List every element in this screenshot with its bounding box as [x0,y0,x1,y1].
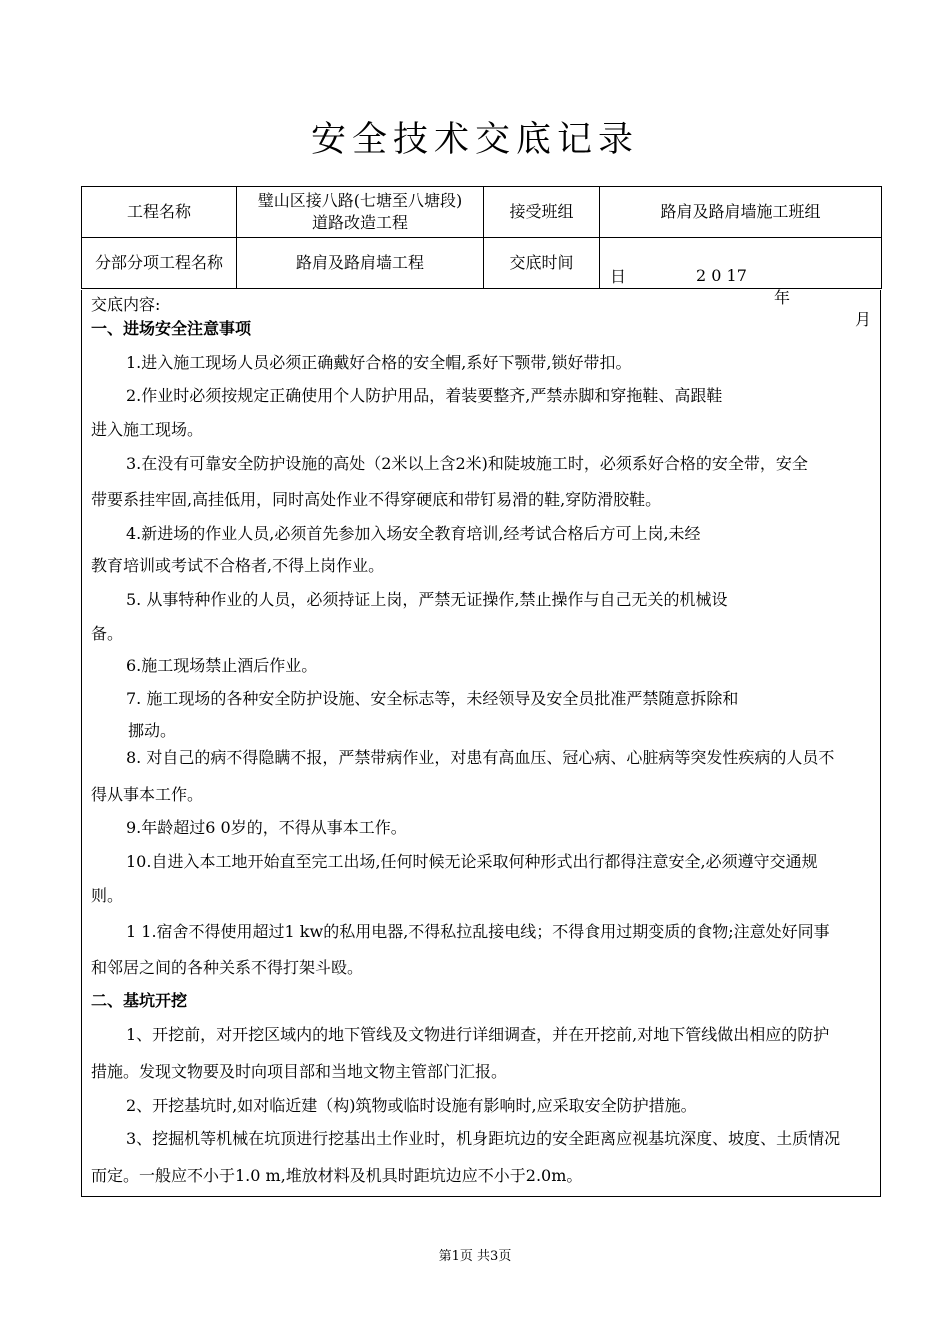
item-8-line-1: 8. 对自己的病不得隐瞒不报，严禁带病作业，对患有高血压、冠心病、心脏病等突发性疾病的人员不 [126,748,835,767]
team-value: 路肩及路肩墙施工班组 [600,187,882,238]
excavation-item-1-line-2: 措施。发现文物要及时向项目部和当地文物主管部门汇报。 [91,1062,508,1081]
item-10-line-1: 10.自进入本工地开始直至完工出场,任何时候无论采取何种形式出行都得注意安全,必须遵守交通规 [126,852,818,871]
subproject-label: 分部分项工程名称 [82,238,237,289]
team-label: 接受班组 [484,187,600,238]
time-day-unit: 日 [610,267,627,286]
item-11-line-2: 和邻居之间的各种关系不得打架斗殴。 [91,958,364,977]
excavation-item-1-line-1: 1、开挖前，对开挖区域内的地下管线及文物进行详细调查，并在开挖前,对地下管线做出相应的防护 [126,1025,830,1044]
time-year-unit: 年 [774,288,791,307]
item-10-line-2: 则。 [91,886,124,905]
section-heading-2: 二、基坑开挖 [91,991,188,1010]
excavation-item-3-line-2: 而定。一般应不小于1.0 m,堆放材料及机具时距坑边应不小于2.0m。 [91,1166,583,1185]
item-7-line-1: 7. 施工现场的各种安全防护设施、安全标志等，未经领导及安全员批准严禁随意拆除和 [126,689,739,708]
item-6: 6.施工现场禁止酒后作业。 [126,656,318,675]
item-5-line-2: 备。 [91,624,124,643]
project-name-line-2: 道路改造工程 [311,213,408,232]
item-8-line-2: 得从事本工作。 [91,785,204,804]
content-intro: 交底内容: [91,295,161,314]
subproject-value: 路肩及路肩墙工程 [237,238,484,289]
item-11-line-1: 1 1.宿舍不得使用超过1 kw的私用电器,不得私拉乱接电线；不得食用过期变质的食物;注意处好同事 [126,922,830,941]
item-3-line-2: 带要系挂牢固,高挂低用，同时高处作业不得穿硬底和带钉易滑的鞋,穿防滑胶鞋。 [91,490,662,509]
item-2-line-2: 进入施工现场。 [91,420,204,439]
item-2-line-1: 2.作业时必须按规定正确使用个人防护用品，着装要整齐,严禁赤脚和穿拖鞋、高跟鞋 [126,386,723,405]
item-3-line-1: 3.在没有可靠安全防护设施的高处（2米以上含2米)和陡坡施工时，必须系好合格的安全带，安全 [126,454,808,473]
excavation-item-2: 2、开挖基坑时,如对临近建（构)筑物或临时设施有影响时,应采取安全防护措施。 [126,1096,697,1115]
header-row-1 [82,187,882,238]
item-1: 1.进入施工现场人员必须正确戴好合格的安全帽,系好下颚带,锁好带扣。 [126,353,632,372]
item-7-line-2: 挪动。 [128,721,177,740]
header-row-2 [82,238,882,289]
section-heading-1: 一、进场安全注意事项 [91,319,252,338]
item-4-line-2: 教育培训或考试不合格者,不得上岗作业。 [91,556,385,575]
project-name-label: 工程名称 [82,187,237,238]
item-4-line-1: 4.新进场的作业人员,必须首先参加入场安全教育培训,经考试合格后方可上岗,未经 [126,524,701,543]
excavation-item-3-line-1: 3、挖掘机等机械在坑顶进行挖基出土作业时，机身距坑边的安全距离应视基坑深度、坡度、土质情况 [126,1129,841,1148]
item-9: 9.年龄超过6 0岁的，不得从事本工作。 [126,818,407,837]
time-value [600,238,882,329]
project-name-value [237,187,484,238]
project-name-line-1: 璧山区接八路(七塘至八塘段) [257,191,463,210]
page-footer: 第1页 共3页 [438,1249,512,1264]
item-5-line-1: 5. 从事特种作业的人员，必须持证上岗，严禁无证操作,禁止操作与自己无关的机械设 [126,590,728,609]
document-title: 安全技术交底记录 [310,120,639,160]
time-year: 2 0 17 [696,266,747,285]
time-month-unit: 月 [854,310,871,329]
time-label: 交底时间 [484,238,600,289]
